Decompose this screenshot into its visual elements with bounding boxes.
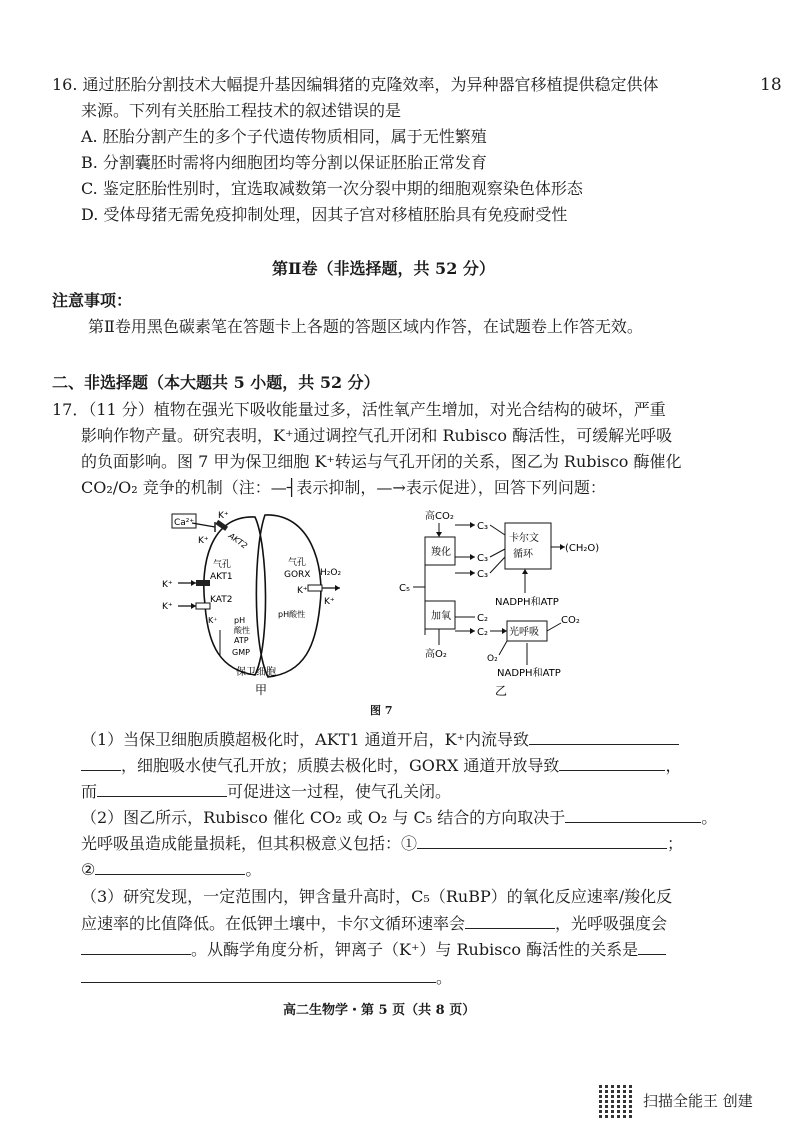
q17-sub1-line2	[81, 754, 681, 777]
scanner-watermark: 扫描全能王 创建	[643, 1092, 753, 1110]
label-k2: K⁺	[198, 536, 209, 546]
sub2-text-f: 。	[245, 860, 262, 879]
label-k1: K⁺	[218, 511, 229, 521]
label-o2: O₂	[487, 654, 498, 664]
answer-blank-5[interactable]	[417, 832, 667, 849]
q16-option-c: C. 鉴定胚胎性别时，宜选取减数第一次分裂中期的细胞观察染色体形态	[81, 179, 583, 198]
label-suohua: 羧化	[431, 547, 451, 558]
q17-sub1-line3	[81, 780, 451, 803]
label-h2o2: H₂O₂	[320, 568, 342, 578]
sub2-text-b: 。	[701, 808, 718, 827]
label-calvin1: 卡尔文	[509, 533, 539, 544]
answer-blank-6[interactable]	[95, 858, 245, 875]
label-gao-o2: 高O₂	[425, 649, 447, 660]
answer-blank-1[interactable]	[529, 728, 679, 745]
label-co2: CO₂	[561, 615, 580, 626]
answer-blank-4[interactable]	[565, 806, 701, 823]
q16-option-a: A. 胚胎分割产生的多个子代遗传物质相同，属于无性繁殖	[81, 127, 487, 146]
sub3-text-d: 。从酶学角度分析，钾离子（K⁺）与 Rubisco 酶活性的关系是	[191, 940, 639, 959]
label-nadph1: NADPH和ATP	[495, 597, 559, 608]
label-gao-co2: 高CO₂	[425, 511, 454, 522]
q17-line4: CO₂/O₂ 竞争的机制（注：—┤表示抑制，—→表示促进），回答下列问题：	[81, 478, 606, 497]
label-jiayang: 加氧	[431, 611, 451, 622]
label-ca: Ca²⁺	[174, 518, 195, 528]
kat2-channel	[196, 603, 210, 609]
sub1-text-a: （1）当保卫细胞质膜超极化时，AKT1 通道开启，K⁺内流导致	[81, 730, 530, 749]
page-footer: 高二生物学・第 5 页（共 8 页）	[283, 1003, 476, 1018]
sub3-text-a: （3）研究发现，一定范围内，钾含量升高时，C₅（RuBP）的氧化反应速率/羧化反	[81, 887, 673, 906]
label-c2a: C₂	[477, 627, 488, 638]
q17-line2: 影响作物产量。研究表明，K⁺通过调控气孔开闭和 Rubisco 酶活性，可缓解光呼吸	[81, 426, 673, 445]
q17-sub2-line3	[81, 858, 261, 881]
sub3-text-b: 应速率的比值降低。在低钾土壤中，卡尔文循环速率会	[81, 914, 466, 933]
label-ph-right: pH酸性	[278, 610, 306, 619]
label-c3a: C₃	[477, 521, 488, 532]
answer-blank-2[interactable]	[559, 754, 665, 771]
label-gmp: GMP	[232, 648, 250, 657]
label-c3c: C₃	[477, 569, 488, 580]
label-kk: K⁺	[208, 616, 218, 625]
gorx-channel	[308, 585, 322, 591]
q16-stem-line2: 来源。下列有关胚胎工程技术的叙述错误的是	[81, 101, 402, 120]
side-page-number: 18	[760, 75, 782, 95]
qr-code-icon	[599, 1084, 635, 1120]
q17-line1: 17．（11 分）植物在强光下吸收能量过多，活性氧产生增加，对光合结构的破坏，严重	[52, 400, 666, 419]
answer-blank-3[interactable]	[97, 780, 227, 797]
sub3-text-e: 。	[436, 968, 453, 987]
sub1-text-d: 而	[81, 782, 98, 801]
akt1-channel	[196, 580, 210, 586]
q17-line3: 的负面影响。图 7 甲为保卫细胞 K⁺转运与气孔开闭的关系，图乙为 Rubisco 酶催化	[81, 452, 682, 471]
label-guanghuxi: 光呼吸	[509, 627, 539, 638]
figure-a-label: 甲	[255, 683, 268, 697]
label-suanxing: 酸性	[234, 626, 250, 635]
sub1-text-b: ，细胞吸水使气孔开放；质膜去极化时，GORX 通道开放导致	[121, 756, 560, 775]
label-c5: C₅	[399, 583, 410, 594]
label-k6: K⁺	[324, 597, 335, 607]
figure-rubisco	[395, 505, 620, 700]
answer-blank-7[interactable]	[465, 912, 555, 929]
q17-sub3-line4	[81, 966, 452, 989]
sub2-text-e: ②	[81, 860, 96, 879]
sub2-text-d: ；	[667, 834, 684, 853]
label-akt2: AKT2	[226, 531, 249, 551]
label-qikong-left: 气孔	[213, 560, 232, 570]
answer-blank-1b[interactable]	[81, 754, 121, 771]
q17-sub1-line1	[81, 728, 679, 751]
sub2-text-a: （2）图乙所示，Rubisco 催化 CO₂ 或 O₂ 与 C₅ 结合的方向取决于	[81, 808, 566, 827]
label-kat2: KAT2	[210, 595, 233, 605]
label-qikong-right: 气孔	[288, 558, 307, 568]
q16-option-d: D. 受体母猪无需免疫抑制处理，因其子宫对移植胚胎具有免疫耐受性	[81, 205, 568, 224]
q16-stem-line1: 16. 通过胚胎分割技术大幅提升基因编辑猪的克隆效率，为异种器官移植提供稳定供体	[52, 75, 659, 94]
q17-sub2-line1	[81, 806, 717, 829]
q17-sub3-line3	[81, 938, 666, 961]
sub1-text-e: 可促进这一过程，使气孔关闭。	[227, 782, 452, 801]
answer-blank-9a[interactable]	[638, 938, 666, 955]
part2-title: 第Ⅱ卷（非选择题，共 52 分）	[272, 259, 495, 278]
sub2-text-c: 光呼吸虽造成能量损耗，但其积极意义包括：①	[81, 834, 418, 853]
q16-option-b: B. 分割囊胚时需将内细胞团均等分割以保证胚胎正常发育	[81, 153, 487, 172]
answer-blank-8[interactable]	[81, 938, 191, 955]
notice-label: 注意事项：	[52, 291, 133, 310]
figure-b-label: 乙	[495, 684, 508, 698]
sub1-text-c: ，	[665, 756, 682, 775]
label-k4: K⁺	[162, 602, 173, 612]
sub3-text-c: ，光呼吸强度会	[555, 914, 668, 933]
label-nadph2: NADPH和ATP	[497, 668, 561, 679]
label-c2b: C₂	[477, 613, 488, 624]
label-k5: K⁺	[297, 586, 308, 596]
label-ph: pH	[234, 616, 246, 625]
label-gorx: GORX	[284, 570, 311, 580]
q17-sub3-line2	[81, 912, 667, 935]
ca-inhibit-line	[192, 523, 215, 527]
answer-blank-9[interactable]	[81, 966, 436, 983]
notice-text: 第Ⅱ卷用黑色碳素笔在答题卡上各题的答题区域内作答，在试题卷上作答无效。	[88, 317, 643, 336]
label-atp: ATP	[234, 636, 249, 645]
figure-guard-cell	[160, 505, 375, 700]
section-heading: 二、非选择题（本大题共 5 小题，共 52 分）	[52, 373, 380, 392]
label-guard-cell: 保卫细胞	[236, 667, 276, 678]
label-c3b: C₃	[477, 553, 488, 564]
label-k3: K⁺	[162, 580, 173, 590]
label-akt1: AKT1	[210, 572, 233, 582]
label-ch2o: (CH₂O)	[565, 543, 600, 554]
label-calvin2: 循环	[513, 549, 533, 560]
q17-sub2-line2	[81, 832, 683, 855]
figure-caption: 图 7	[370, 704, 393, 717]
